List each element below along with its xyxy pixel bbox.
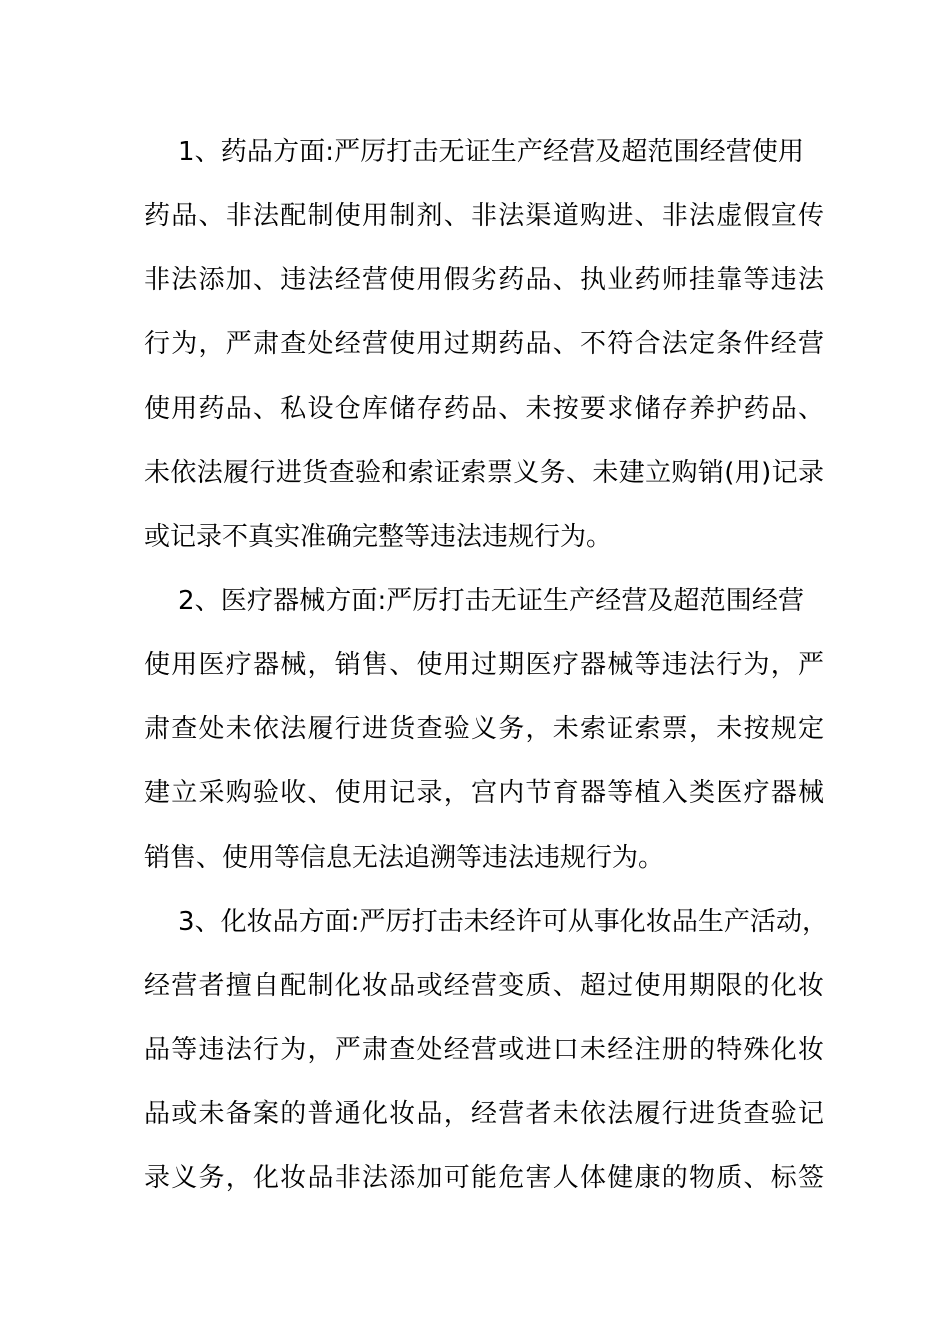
paragraph-1-line-5: 使用药品、私设仓库储存药品、未按要求储存养护药品、	[144, 394, 824, 424]
paragraph-1-line-4: 行为，严肃查处经营使用过期药品、不符合法定条件经营	[144, 329, 824, 359]
paragraph-1-line-6: 未依法履行进货查验和索证索票义务、未建立购销(用)记录	[144, 458, 824, 488]
paragraph-1-line-2: 药品、非法配制使用制剂、非法渠道购进、非法虚假宣传	[144, 201, 824, 231]
paragraph-2-line-3: 肃查处未依法履行进货查验义务，未索证索票，未按规定	[144, 714, 824, 744]
paragraph-1-line-3: 非法添加、违法经营使用假劣药品、执业药师挂靠等违法	[144, 265, 824, 295]
paragraph-2-line-1: 2、医疗器械方面:严厉打击无证生产经营及超范围经营	[178, 586, 804, 616]
paragraph-3-line-2: 经营者擅自配制化妆品或经营变质、超过使用期限的化妆	[144, 971, 824, 1001]
paragraph-3-line-5: 录义务，化妆品非法添加可能危害人体健康的物质、标签	[144, 1163, 824, 1193]
paragraph-2-line-4: 建立采购验收、使用记录，宫内节育器等植入类医疗器械	[144, 778, 824, 808]
paragraph-3-line-1: 3、化妆品方面:严厉打击未经许可从事化妆品生产活动，	[178, 907, 828, 937]
paragraph-3-line-4: 品或未备案的普通化妆品，经营者未依法履行进货查验记	[144, 1099, 824, 1129]
paragraph-2-line-5: 销售、使用等信息无法追溯等违法违规行为。	[144, 843, 665, 873]
paragraph-1-line-7: 或记录不真实准确完整等违法违规行为。	[144, 522, 613, 552]
paragraph-2-line-2: 使用医疗器械，销售、使用过期医疗器械等违法行为，严	[144, 650, 824, 680]
paragraph-3-line-3: 品等违法行为，严肃查处经营或进口未经注册的特殊化妆	[144, 1035, 824, 1065]
paragraph-1-line-1: 1、药品方面:严厉打击无证生产经营及超范围经营使用	[178, 137, 804, 167]
